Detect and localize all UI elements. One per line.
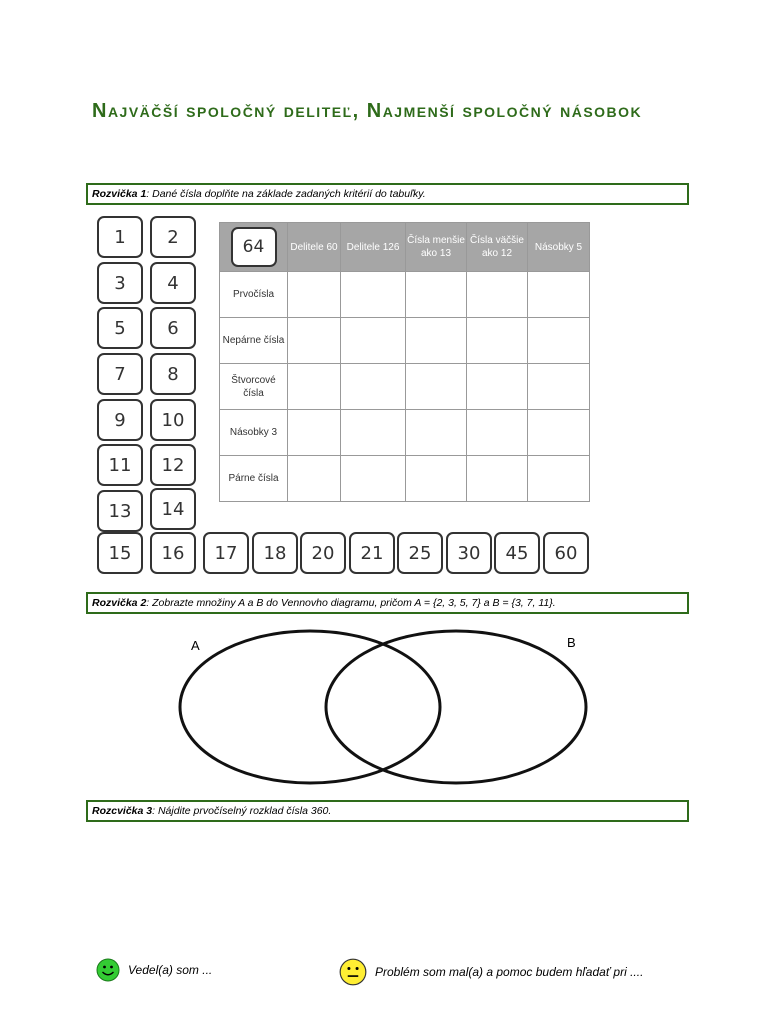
drop-cell[interactable] — [341, 410, 406, 456]
column-header: Násobky 5 — [528, 223, 590, 272]
drop-cell[interactable] — [467, 272, 528, 318]
drop-cell[interactable] — [288, 364, 341, 410]
drop-cell[interactable] — [406, 318, 467, 364]
drop-cell[interactable] — [288, 410, 341, 456]
drop-cell[interactable] — [406, 272, 467, 318]
table-row — [220, 272, 590, 318]
number-tile[interactable]: 9 — [97, 399, 143, 441]
criteria-table — [219, 222, 590, 502]
task-3-text: : Nájdite prvočíselný rozklad čísla 360. — [152, 805, 332, 817]
table-row — [220, 456, 590, 502]
task-2-text: : Zobrazte množiny A a B do Vennovho diagramu, pričom A = {2, 3, 5, 7} a B = {3, 7, 11}. — [146, 597, 556, 609]
drop-cell[interactable] — [528, 318, 590, 364]
row-header: Nepárne čísla — [220, 318, 288, 364]
drop-cell[interactable] — [528, 364, 590, 410]
self-eval-problem-text: Problém som mal(a) a pomoc budem hľadať pri .... — [375, 965, 644, 979]
column-header: Delitele 60 — [288, 223, 341, 272]
venn-label-b: B — [567, 635, 576, 650]
drop-cell[interactable] — [467, 364, 528, 410]
task-3-box — [86, 800, 689, 822]
drop-cell[interactable] — [288, 318, 341, 364]
drop-cell[interactable] — [406, 456, 467, 502]
row-header: Štvorcové čísla — [220, 364, 288, 410]
row-header: Párne čísla — [220, 456, 288, 502]
number-tile[interactable]: 21 — [349, 532, 395, 574]
number-tile[interactable]: 14 — [150, 488, 196, 530]
task-2-label: Rozvička 2 — [92, 597, 147, 609]
row-header: Násobky 3 — [220, 410, 288, 456]
drop-cell[interactable] — [341, 318, 406, 364]
task-1-label: Rozvička 1 — [92, 188, 147, 200]
number-tile[interactable]: 16 — [150, 532, 196, 574]
number-tile[interactable]: 25 — [397, 532, 443, 574]
number-tile[interactable]: 18 — [252, 532, 298, 574]
number-tile[interactable]: 3 — [97, 262, 143, 304]
drop-cell[interactable] — [406, 364, 467, 410]
drop-cell[interactable] — [467, 456, 528, 502]
drop-cell[interactable] — [467, 410, 528, 456]
task-3-label: Rozcvička 3 — [92, 805, 153, 817]
column-header: Delitele 126 — [341, 223, 406, 272]
page-title: Najväčší spoločný deliteľ, Najmenší spoločný násobok — [92, 100, 643, 122]
venn-set-b[interactable] — [326, 631, 586, 783]
number-tile[interactable]: 10 — [150, 399, 196, 441]
number-tile[interactable]: 1 — [97, 216, 143, 258]
number-tile[interactable]: 45 — [494, 532, 540, 574]
table-row — [220, 318, 590, 364]
number-tile[interactable]: 20 — [300, 532, 346, 574]
number-tile-corner[interactable]: 64 — [231, 227, 277, 267]
table-row — [220, 364, 590, 410]
number-tile[interactable]: 15 — [97, 532, 143, 574]
venn-diagram — [175, 625, 595, 790]
number-tile[interactable]: 60 — [543, 532, 589, 574]
column-header: Čísla väčšie ako 12 — [467, 223, 528, 272]
drop-cell[interactable] — [341, 272, 406, 318]
venn-label-a: A — [191, 638, 200, 653]
number-tile[interactable]: 2 — [150, 216, 196, 258]
self-eval-problem — [339, 958, 643, 986]
drop-cell[interactable] — [528, 410, 590, 456]
number-tile[interactable]: 12 — [150, 444, 196, 486]
drop-cell[interactable] — [467, 318, 528, 364]
smiley-neutral-icon[interactable] — [339, 958, 367, 986]
drop-cell[interactable] — [288, 456, 341, 502]
self-eval-known — [96, 958, 212, 982]
task-2-box — [86, 592, 689, 614]
self-eval-known-text: Vedel(a) som ... — [128, 963, 213, 977]
table-header-row — [220, 223, 590, 272]
drop-cell[interactable] — [528, 456, 590, 502]
drop-cell[interactable] — [288, 272, 341, 318]
column-header: Čísla menšie ako 13 — [406, 223, 467, 272]
number-tile[interactable]: 7 — [97, 353, 143, 395]
number-tile[interactable]: 8 — [150, 353, 196, 395]
drop-cell[interactable] — [341, 364, 406, 410]
number-tile[interactable]: 5 — [97, 307, 143, 349]
venn-set-a[interactable] — [180, 631, 440, 783]
number-tile[interactable]: 6 — [150, 307, 196, 349]
row-header: Prvočísla — [220, 272, 288, 318]
drop-cell[interactable] — [528, 272, 590, 318]
number-tile[interactable]: 13 — [97, 490, 143, 532]
number-tile[interactable]: 17 — [203, 532, 249, 574]
number-tile[interactable]: 4 — [150, 262, 196, 304]
number-tile[interactable]: 11 — [97, 444, 143, 486]
number-tile[interactable]: 30 — [446, 532, 492, 574]
drop-cell[interactable] — [406, 410, 467, 456]
smiley-happy-icon[interactable] — [96, 958, 120, 982]
task-1-box — [86, 183, 689, 205]
table-corner-cell — [220, 223, 288, 272]
task-1-text: : Dané čísla doplňte na základe zadaných kritérií do tabuľky. — [146, 188, 426, 200]
table-row — [220, 410, 590, 456]
drop-cell[interactable] — [341, 456, 406, 502]
